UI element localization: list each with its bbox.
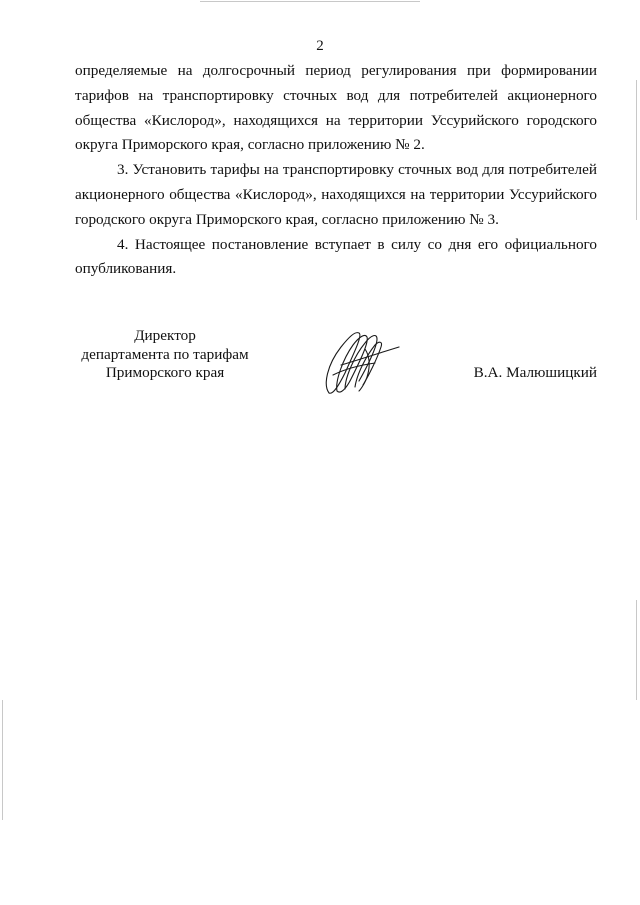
paragraph-item-3: 3. Установить тарифы на транспортировку сточных вод для потребителей акционерного общества «Кислород», находящихся на территории Уссурийского городского округа Приморского края, согласно приложению № 3. — [75, 161, 597, 228]
page-number: 2 — [316, 38, 324, 54]
paragraph-item-4: 4. Настоящее постановление вступает в силу со дня его официального опубликования. — [75, 235, 597, 278]
signatory-title-line-2: департамента по тарифам — [81, 345, 249, 363]
scan-edge-mark — [636, 80, 637, 220]
document-body — [75, 59, 597, 282]
paragraph-continuation: определяемые на долгосрочный период регулирования при формировании тарифов на транспортировку сточных вод для потребителей акционерного общества «Кислород», находящихся на территории Уссурийского городского округа Приморского края, согласно приложению № 2. — [75, 62, 597, 154]
scan-edge-mark — [2, 700, 3, 820]
scan-edge-mark — [636, 600, 637, 700]
signer-name: В.А. Малюшицкий — [473, 364, 597, 381]
signatory-title-line-1: Директор — [134, 327, 196, 344]
signatory-title-line-3: Приморского края — [105, 364, 225, 381]
handwritten-signature — [315, 325, 405, 400]
scan-edge-mark — [200, 1, 420, 2]
signatory-title — [75, 327, 255, 383]
